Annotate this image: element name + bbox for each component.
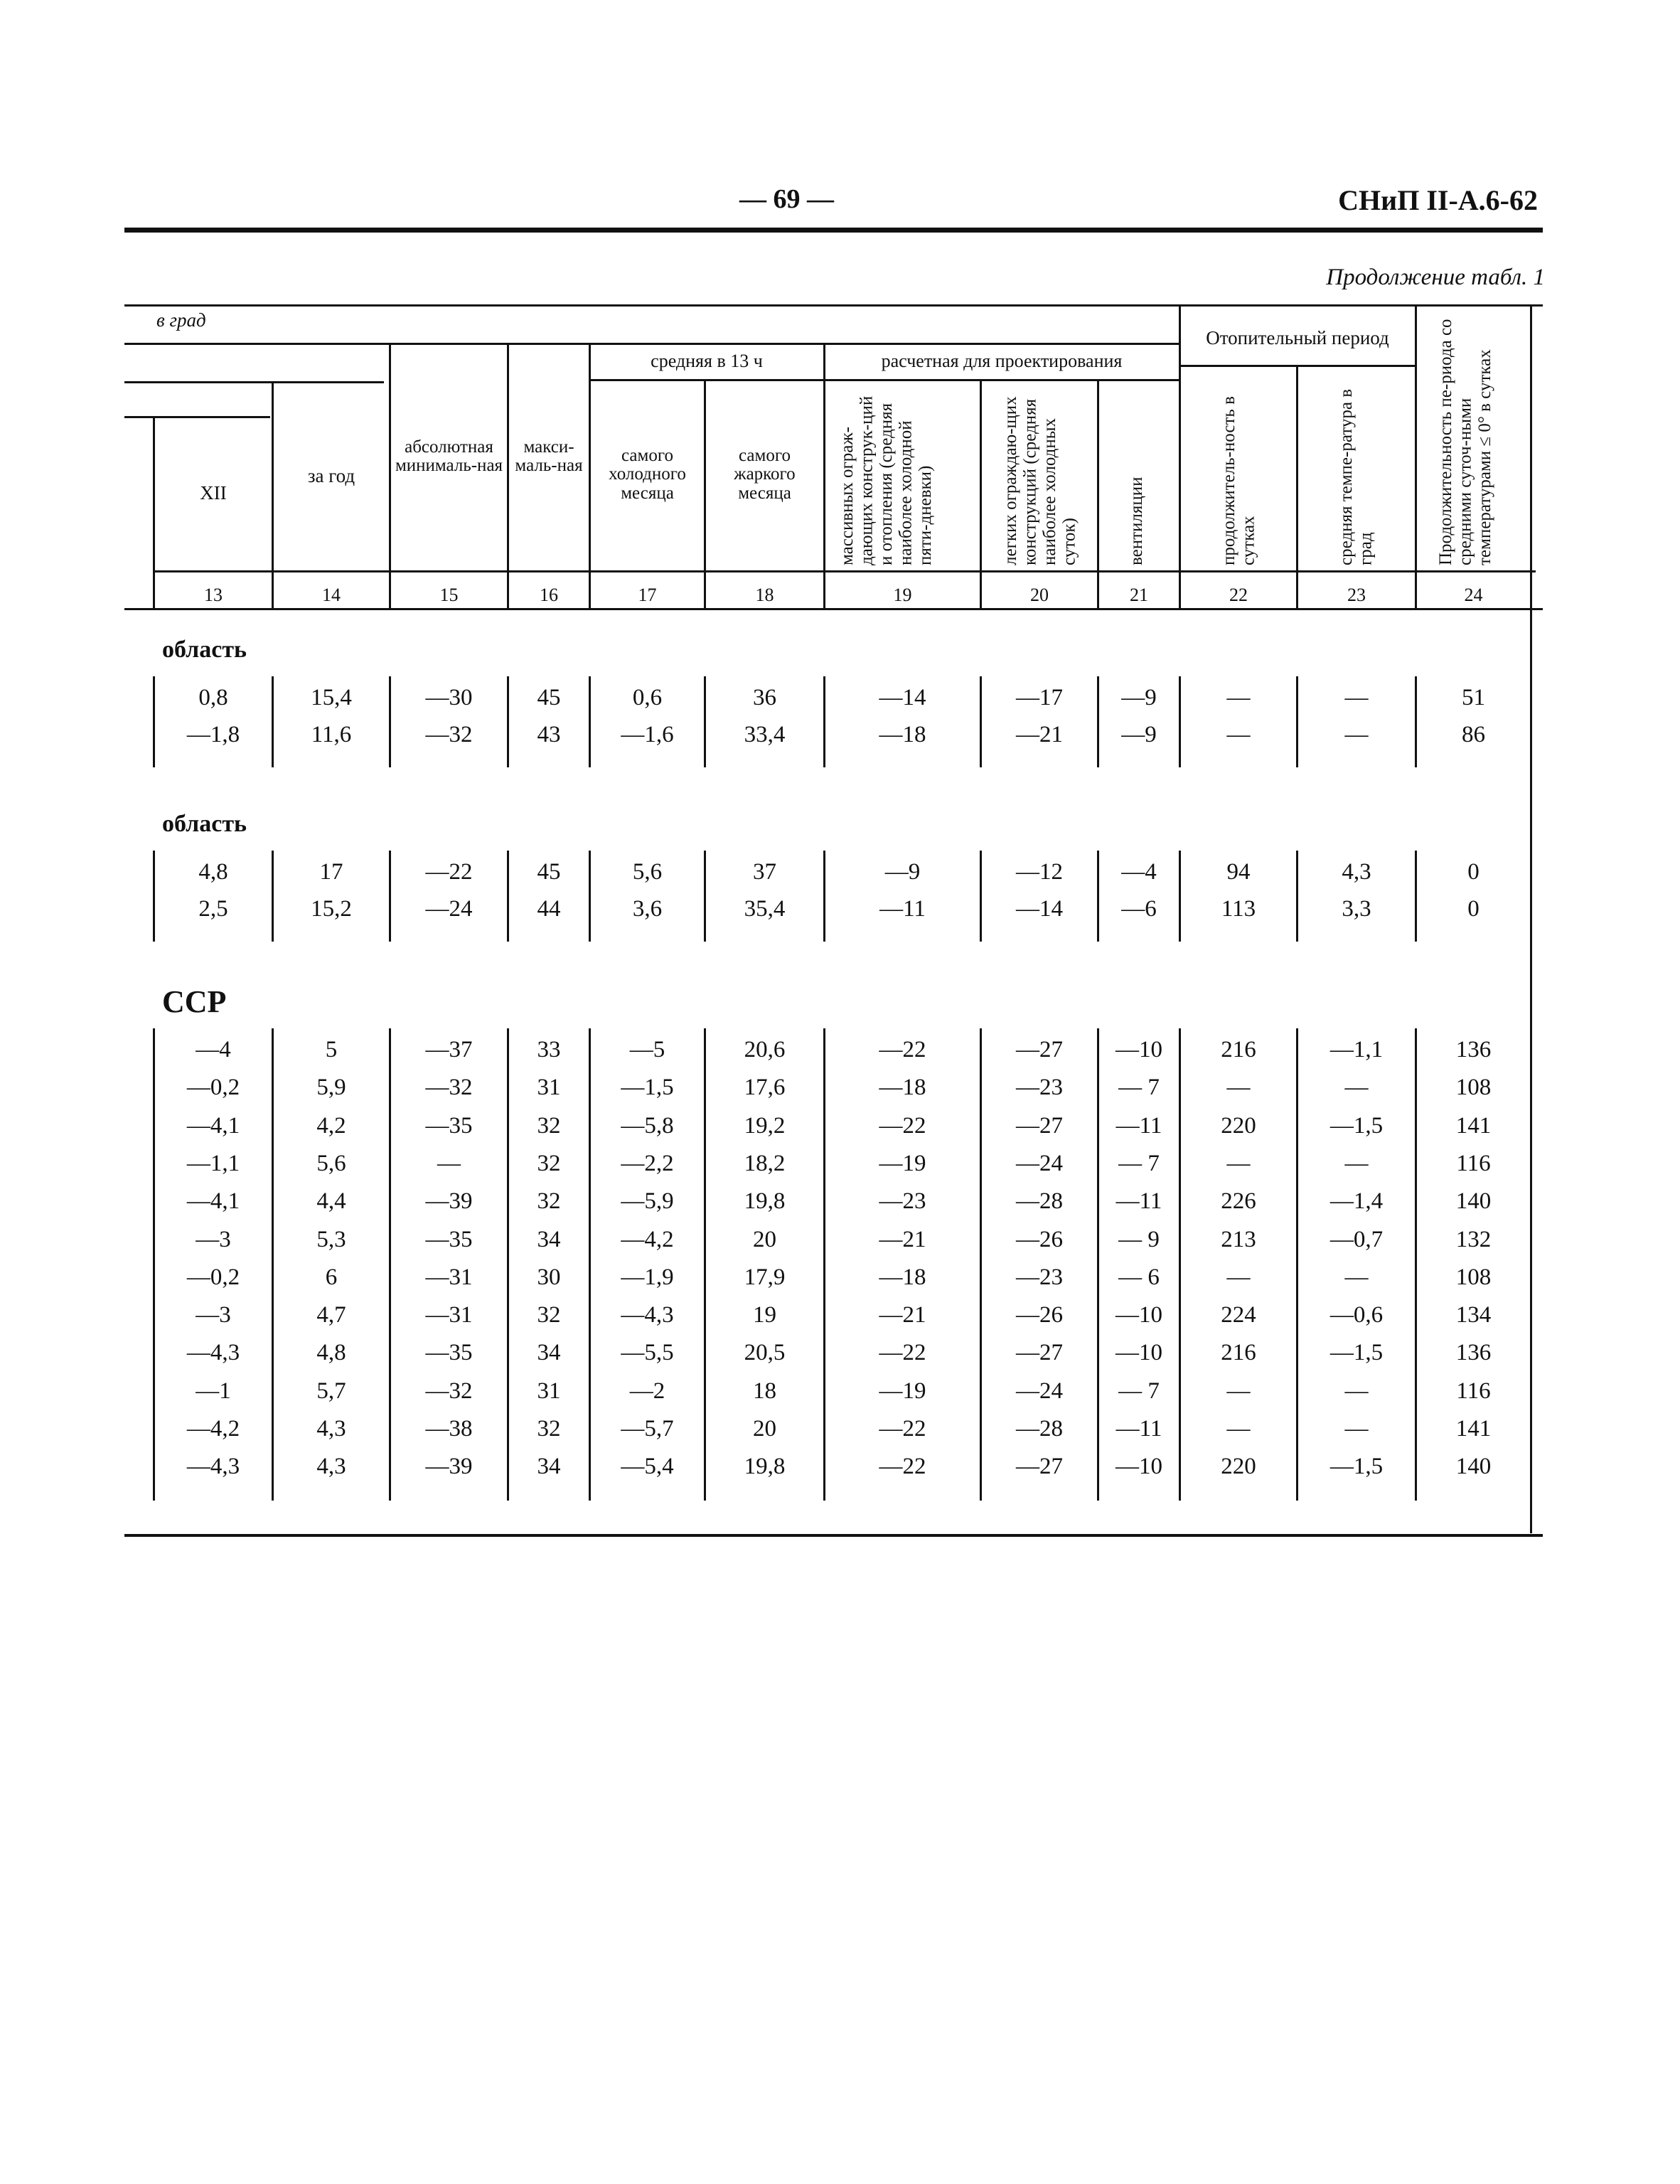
table-cell: 19,8 (744, 1188, 786, 1215)
table-cell: 18,2 (744, 1150, 786, 1176)
column-number: 24 (1464, 585, 1483, 605)
table-cell: 4,3 (1342, 859, 1371, 885)
table-cell: —0,2 (186, 1075, 240, 1101)
group-mean-13h: средняя в 13 ч (651, 351, 763, 372)
table-cell: —27 (1016, 1037, 1063, 1062)
table-cell: —3 (196, 1302, 231, 1328)
group-heating-period: Отопительный период (1206, 326, 1389, 348)
table-cell: 140 (1455, 1188, 1492, 1215)
header-rule-level2 (124, 343, 1180, 345)
table-cell: 31 (537, 1378, 561, 1404)
section-title: область (162, 811, 247, 837)
table-cell: —17 (1016, 685, 1063, 710)
table-cell: 35,4 (744, 896, 786, 922)
table-cell: —5,5 (621, 1340, 674, 1366)
table-cell: —11 (1115, 1416, 1162, 1442)
table-cell: —31 (425, 1302, 473, 1328)
table-cell: 216 (1221, 1037, 1256, 1062)
col22-header: продолжитель-ность в сутках (1219, 396, 1258, 565)
table-cell: 224 (1221, 1302, 1256, 1328)
table-cell: —23 (1016, 1264, 1063, 1290)
table-cell: —21 (879, 1302, 926, 1328)
table-cell: —28 (1016, 1188, 1063, 1215)
table-cell: —27 (1016, 1112, 1063, 1139)
table-right-border (1530, 304, 1532, 1533)
table-cell: —28 (1016, 1416, 1063, 1442)
column-number: 23 (1347, 585, 1366, 605)
table-cell: —22 (879, 1454, 926, 1480)
table-cell: —22 (879, 1340, 926, 1366)
table-cell: — (437, 1150, 461, 1176)
col24-header: Продолжительность пе-риода со средними суточ-ными температурами ≤ 0° в сутках (1436, 319, 1494, 565)
table-cell: 51 (1462, 685, 1485, 710)
col23-header: средняя темпе-ратура в град (1337, 388, 1376, 565)
table-cell: —4,3 (186, 1454, 240, 1480)
table-cell: 30 (537, 1264, 561, 1290)
table-cell: —0,7 (1329, 1226, 1384, 1252)
table-continuation-label: Продолжение табл. 1 (1326, 265, 1545, 290)
table-cell: 45 (537, 685, 561, 710)
col16-header: макси-маль-ная (515, 437, 583, 475)
table-cell: 34 (537, 1226, 561, 1252)
table-cell: —4,3 (186, 1340, 240, 1366)
table-cell: 116 (1456, 1150, 1491, 1176)
table-cell: 20 (753, 1416, 776, 1442)
table-cell: 4,2 (316, 1112, 346, 1139)
table-cell: — (1226, 1150, 1251, 1176)
table-cell: 141 (1455, 1416, 1492, 1442)
table-cell: —1 (196, 1378, 231, 1404)
header-top-rule (124, 304, 1543, 307)
table-cell: —5,8 (621, 1112, 674, 1139)
table-cell: —31 (425, 1264, 473, 1290)
table-cell: 4,4 (316, 1188, 346, 1215)
table-cell: — 9 (1118, 1226, 1160, 1252)
table-cell: 226 (1221, 1188, 1256, 1215)
table-cell: —21 (879, 1226, 926, 1252)
table-cell: 19,2 (744, 1112, 786, 1139)
table-cell: 3,3 (1342, 896, 1371, 922)
table-cell: —4 (196, 1037, 231, 1062)
header-vline (823, 343, 825, 608)
table-cell: —10 (1115, 1340, 1162, 1366)
table-cell: 5 (325, 1037, 338, 1062)
table-cell: 32 (537, 1112, 561, 1139)
table-cell: —5,9 (621, 1188, 674, 1215)
table-cell: 86 (1462, 722, 1485, 747)
table-cell: 32 (537, 1188, 561, 1215)
table-cell: 0,8 (198, 685, 228, 710)
table-cell: 5,9 (316, 1075, 346, 1101)
table-cell: 108 (1455, 1075, 1492, 1101)
table-cell: —22 (879, 1112, 926, 1139)
table-cell: — (1344, 1416, 1369, 1442)
table-cell: 5,3 (316, 1226, 346, 1252)
table-cell: —1,6 (621, 722, 674, 747)
table-cell: 20 (753, 1226, 776, 1252)
table-cell: —0,6 (1329, 1302, 1384, 1328)
column-number: 13 (204, 585, 223, 605)
colnum-top-rule (153, 570, 1536, 572)
table-cell: 5,6 (316, 1150, 346, 1176)
table-cell: 213 (1221, 1226, 1256, 1252)
table-cell: — (1344, 722, 1369, 747)
table-cell: — (1226, 1264, 1251, 1290)
table-cell: 4,3 (316, 1416, 346, 1442)
table-cell: 11,6 (311, 722, 352, 747)
col15-header: абсолютная минималь-ная (395, 437, 503, 475)
table-cell: —1,5 (1329, 1112, 1384, 1139)
unit-label: в град (156, 309, 206, 331)
table-cell: — (1344, 1075, 1369, 1101)
table-cell: —4,1 (186, 1188, 240, 1215)
table-cell: —5 (629, 1037, 665, 1062)
column-number: 17 (638, 585, 657, 605)
table-cell: 4,3 (316, 1454, 346, 1480)
table-cell: —0,2 (186, 1264, 240, 1290)
table-cell: —1,1 (1329, 1037, 1384, 1062)
colnum-bottom-rule (124, 608, 1543, 610)
table-bottom-rule (124, 1534, 1543, 1537)
table-cell: 17,9 (744, 1264, 786, 1290)
col20-header: легких ограждаю-щих конструкций (средняя наиболее холодных суток) (1001, 396, 1079, 565)
table-cell: 17 (319, 859, 343, 885)
table-cell: —35 (425, 1340, 473, 1366)
table-cell: 44 (537, 896, 561, 922)
table-cell: —39 (425, 1188, 473, 1215)
table-cell: —23 (879, 1188, 926, 1215)
table-cell: —1,4 (1329, 1188, 1384, 1215)
table-cell: —39 (425, 1454, 473, 1480)
table-cell: 36 (753, 685, 776, 710)
column-number: 22 (1229, 585, 1248, 605)
table-cell: — (1344, 1378, 1369, 1404)
col19-header: массивных ограж-дающих конструк-ций и отопления (средняя наиболее холодной пяти-дневки) (838, 395, 935, 565)
table-cell: —32 (425, 1075, 473, 1101)
table-cell: 140 (1455, 1454, 1492, 1480)
header-vline (1097, 379, 1099, 608)
column-number: 16 (540, 585, 558, 605)
table-cell: 34 (537, 1340, 561, 1366)
table-cell: —11 (1115, 1112, 1162, 1139)
table-cell: 116 (1456, 1378, 1491, 1404)
table-cell: 0,6 (632, 685, 663, 710)
table-cell: —22 (879, 1416, 926, 1442)
table-cell: —37 (425, 1037, 473, 1062)
table-cell: —12 (1016, 859, 1063, 885)
table-cell: 5,7 (316, 1378, 346, 1404)
column-number: 15 (439, 585, 459, 605)
table-cell: — 7 (1118, 1075, 1160, 1101)
col18-header: самого жаркого месяца (734, 446, 796, 503)
table-cell: —18 (879, 722, 926, 747)
section-title: область (162, 636, 247, 663)
table-cell: 45 (537, 859, 561, 885)
table-cell: — (1344, 1264, 1369, 1290)
table-cell: —10 (1115, 1037, 1162, 1062)
column-number: 19 (893, 585, 912, 605)
table-cell: —1,5 (1329, 1340, 1384, 1366)
table-cell: 132 (1455, 1226, 1492, 1252)
table-cell: —22 (425, 859, 473, 885)
table-cell: —1,8 (186, 722, 240, 747)
table-cell: —2,2 (621, 1150, 674, 1176)
table-cell: —9 (1121, 685, 1157, 710)
page-number: — 69 — (739, 184, 834, 214)
col14-header: за год (307, 464, 355, 486)
table-cell: 37 (753, 859, 776, 885)
column-number: 20 (1030, 585, 1049, 605)
table-cell: 4,8 (198, 859, 228, 885)
table-cell: 0 (1467, 896, 1480, 922)
table-cell: —14 (879, 685, 926, 710)
table-cell: —22 (879, 1037, 926, 1062)
header-vline (980, 379, 982, 608)
table-cell: —18 (879, 1264, 926, 1290)
table-cell: — 6 (1118, 1264, 1160, 1290)
table-cell: 6 (325, 1264, 338, 1290)
table-cell: 141 (1455, 1112, 1492, 1139)
table-cell: —38 (425, 1416, 473, 1442)
table-cell: — (1344, 685, 1369, 710)
header-rule (124, 228, 1543, 233)
col13-header: XII (200, 482, 227, 504)
table-cell: 4,7 (316, 1302, 346, 1328)
table-cell: 34 (537, 1454, 561, 1480)
table-cell: — (1226, 1378, 1251, 1404)
table-cell: — (1344, 1150, 1369, 1176)
table-cell: — (1226, 685, 1251, 710)
table-cell: —27 (1016, 1340, 1063, 1366)
table-cell: — (1226, 1075, 1251, 1101)
table-cell: 33 (537, 1037, 561, 1062)
table-cell: 5,6 (632, 859, 663, 885)
table-cell: —11 (1115, 1188, 1162, 1215)
table-cell: —6 (1121, 896, 1157, 922)
table-cell: —5,7 (621, 1416, 674, 1442)
table-cell: 33,4 (744, 722, 786, 747)
table-cell: —19 (879, 1150, 926, 1176)
table-cell: —3 (196, 1226, 231, 1252)
table-cell: —9 (1121, 722, 1157, 747)
table-cell: —4,1 (186, 1112, 240, 1139)
table-cell: 20,6 (744, 1037, 786, 1062)
table-cell: 113 (1221, 896, 1256, 922)
table-cell: — (1226, 1416, 1251, 1442)
table-cell: —32 (425, 722, 473, 747)
table-cell: —10 (1115, 1302, 1162, 1328)
table-cell: 43 (537, 722, 561, 747)
table-cell: — (1226, 722, 1251, 747)
table-cell: 136 (1455, 1037, 1492, 1062)
header-vline (1415, 304, 1417, 608)
column-number: 21 (1130, 585, 1148, 605)
table-cell: —10 (1115, 1454, 1162, 1480)
table-cell: —27 (1016, 1454, 1063, 1480)
table-cell: —9 (884, 859, 921, 885)
table-cell: 3,6 (632, 896, 663, 922)
table-cell: —24 (1016, 1150, 1063, 1176)
table-cell: 134 (1455, 1302, 1492, 1328)
col21-header: вентиляции (1127, 476, 1146, 565)
table-cell: —4,2 (621, 1226, 674, 1252)
header-vline (1296, 365, 1298, 608)
table-cell: —1,1 (186, 1150, 240, 1176)
table-cell: 32 (537, 1416, 561, 1442)
table-cell: —4,3 (621, 1302, 674, 1328)
table-cell: 94 (1226, 859, 1251, 885)
table-cell: —18 (879, 1075, 926, 1101)
table-cell: 220 (1221, 1112, 1256, 1139)
table-cell: 20,5 (744, 1340, 786, 1366)
table-cell: —1,9 (621, 1264, 674, 1290)
table-cell: 31 (537, 1075, 561, 1101)
table-cell: —35 (425, 1112, 473, 1139)
table-cell: —4,2 (186, 1416, 240, 1442)
table-cell: 17,6 (744, 1075, 786, 1101)
table-cell: —30 (425, 685, 473, 710)
table-cell: —35 (425, 1226, 473, 1252)
table-cell: — 7 (1118, 1378, 1160, 1404)
column-number: 14 (322, 585, 341, 605)
table-cell: —23 (1016, 1075, 1063, 1101)
table-cell: —21 (1016, 722, 1063, 747)
table-cell: —14 (1016, 896, 1063, 922)
table-cell: —4 (1121, 859, 1157, 885)
table-cell: — 7 (1118, 1150, 1160, 1176)
table-cell: 15,4 (311, 685, 352, 710)
table-cell: —2 (629, 1378, 665, 1404)
table-cell: —26 (1016, 1302, 1063, 1328)
table-cell: —24 (425, 896, 473, 922)
table-cell: —24 (1016, 1378, 1063, 1404)
table-cell: 0 (1467, 859, 1480, 885)
table-cell: —19 (879, 1378, 926, 1404)
table-cell: 18 (753, 1378, 776, 1404)
table-cell: —32 (425, 1378, 473, 1404)
table-cell: —1,5 (621, 1075, 674, 1101)
table-cell: 136 (1455, 1340, 1492, 1366)
table-cell: 2,5 (198, 896, 228, 922)
section-title: ССР (162, 984, 227, 1019)
group-design: расчетная для проектирования (881, 351, 1123, 372)
table-cell: 32 (537, 1150, 561, 1176)
table-cell: —11 (879, 896, 926, 922)
table-cell: —26 (1016, 1226, 1063, 1252)
table-cell: 19 (753, 1302, 776, 1328)
table-cell: 15,2 (311, 896, 352, 922)
document-code: СНиП II-А.6-62 (1338, 184, 1538, 216)
table-cell: 108 (1455, 1264, 1492, 1290)
table-cell: 19,8 (744, 1454, 786, 1480)
table-cell: 32 (537, 1302, 561, 1328)
col17-header: самого холодного месяца (609, 446, 686, 503)
table-cell: 4,8 (316, 1340, 346, 1366)
table-cell: 216 (1221, 1340, 1256, 1366)
table-cell: —5,4 (621, 1454, 674, 1480)
table-cell: —1,5 (1329, 1454, 1384, 1480)
column-number: 18 (755, 585, 774, 605)
table-cell: 220 (1221, 1454, 1256, 1480)
